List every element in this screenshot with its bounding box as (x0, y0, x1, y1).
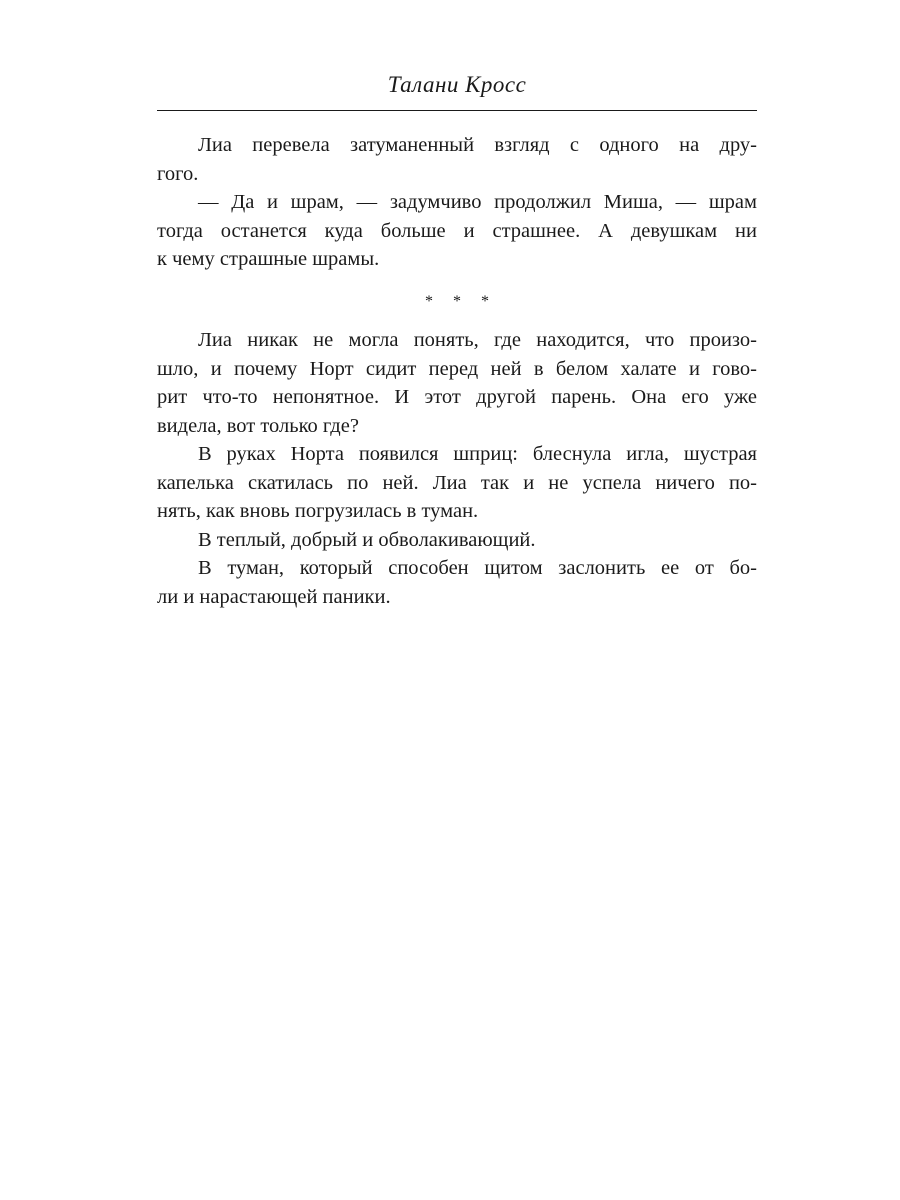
paragraph (157, 188, 757, 274)
text-line: гого. (157, 162, 199, 185)
paragraph (157, 440, 757, 526)
paragraph (157, 554, 757, 611)
text-line: В туман, который способен щитом заслонить ее от бо- (198, 557, 757, 579)
body-text (157, 131, 757, 611)
text-line: В руках Норта появился шприц: блеснула игла, шустрая (198, 443, 757, 465)
text-line: тогда останется куда больше и страшнее. А девушкам ни (157, 219, 757, 242)
text-line: Лиа перевела затуманенный взгляд с одного на дру- (198, 134, 757, 156)
text-line: капелька скатилась по ней. Лиа так и не успела ничего по- (157, 471, 757, 494)
paragraph (157, 131, 757, 188)
running-head-title: Талани Кросс (387, 72, 527, 97)
text-line: видела, вот только где? (157, 414, 359, 437)
scene-separator: * * * (425, 292, 497, 310)
paragraph (157, 326, 757, 440)
text-line: ли и нарастающей паники. (157, 585, 391, 608)
text-line: рит что-то непонятное. И этот другой парень. Она его уже (157, 386, 757, 408)
header-rule (157, 110, 757, 111)
text-line: Лиа никак не могла понять, где находится, что произо- (198, 329, 757, 351)
text-line: В теплый, добрый и обволакивающий. (198, 528, 536, 551)
text-line: шло, и почему Норт сидит перед ней в белом халате и гово- (157, 357, 757, 380)
text-line: к чему страшные шрамы. (157, 248, 380, 270)
paragraph (157, 526, 757, 555)
text-line: нять, как вновь погрузилась в туман. (157, 500, 479, 522)
text-line: — Да и шрам, — задумчиво продолжил Миша, — шрам (198, 191, 757, 213)
